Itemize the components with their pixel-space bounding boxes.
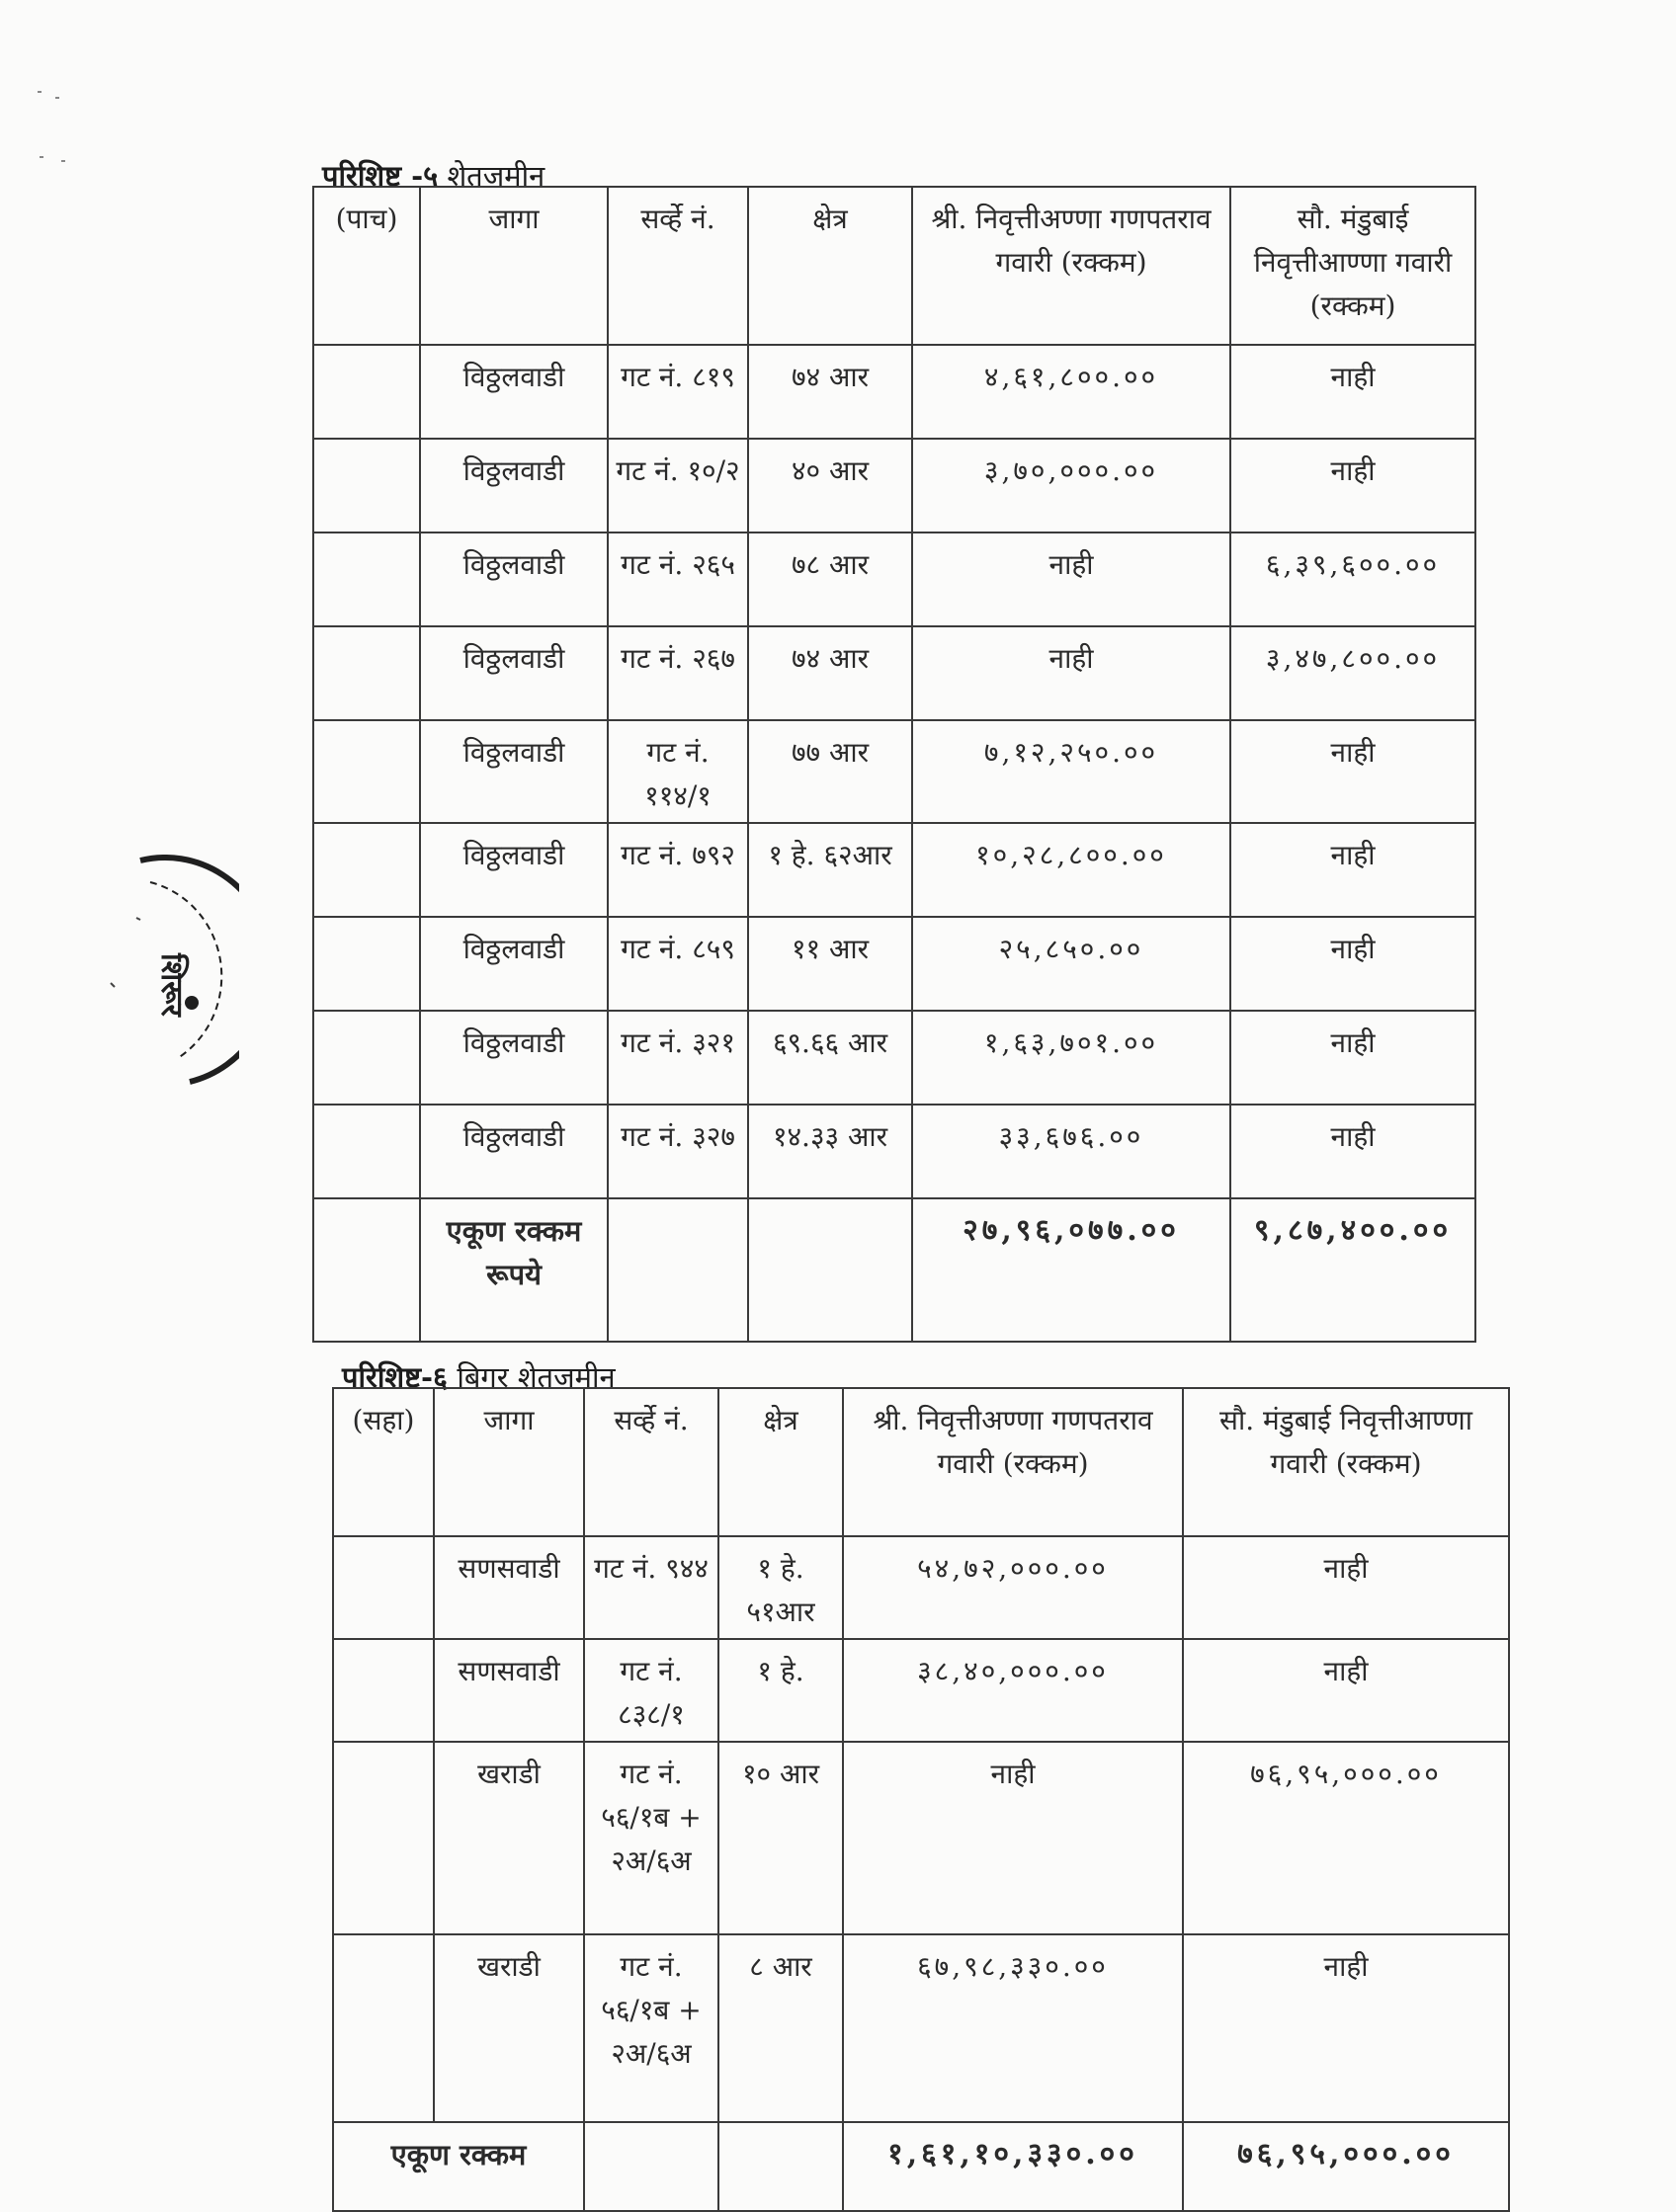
annex5-total-amount2: ९,८७,४००.०० xyxy=(1230,1198,1475,1342)
row-place: सणसवाडी xyxy=(434,1536,584,1639)
row-area: ७४ आर xyxy=(748,345,912,439)
row-area: ६९.६६ आर xyxy=(748,1011,912,1105)
svg-text:शिरूर: शिरूर xyxy=(154,953,189,1017)
table-row xyxy=(313,439,1475,533)
row-amount1: ३३,६७६.०० xyxy=(912,1105,1230,1198)
table-row xyxy=(313,823,1475,917)
row-place: खराडी xyxy=(434,1934,584,2122)
annex5-heading-bold: परिशिष्ट -५ xyxy=(322,159,439,193)
row-amount2: नाही xyxy=(1230,917,1475,1011)
row-amount2: ६,३९,६००.०० xyxy=(1230,533,1475,626)
row-place: विठ्ठलवाडी xyxy=(420,1011,608,1105)
row-amount2: नाही xyxy=(1230,1105,1475,1198)
annex6-heading-bold: परिशिष्ट-६ xyxy=(342,1360,449,1394)
row-area: १ हे. xyxy=(718,1639,843,1742)
row-area: ७४ आर xyxy=(748,626,912,720)
total-empty-cell xyxy=(584,2122,718,2211)
annex5-header-amount2: सौ. मंडुबाई निवृत्तीआण्णा गवारी (रक्कम) xyxy=(1230,187,1475,345)
row-index-cell xyxy=(333,1536,434,1639)
row-survey: गट नं. ३२७ xyxy=(608,1105,748,1198)
scan-speck xyxy=(38,91,42,93)
row-index-cell xyxy=(313,1105,420,1198)
annex5-header-area: क्षेत्र xyxy=(748,187,912,345)
row-place: विठ्ठलवाडी xyxy=(420,823,608,917)
row-index-cell xyxy=(313,345,420,439)
row-survey: गट नं. ८५९ xyxy=(608,917,748,1011)
row-amount1: ३८,४०,०००.०० xyxy=(843,1639,1183,1742)
row-amount2: नाही xyxy=(1230,823,1475,917)
row-place: विठ्ठलवाडी xyxy=(420,720,608,823)
total-index-cell xyxy=(313,1198,420,1342)
annex5-header-index: (पाच) xyxy=(313,187,420,345)
table-row xyxy=(313,345,1475,439)
table-row xyxy=(313,1105,1475,1198)
scan-speck xyxy=(61,160,65,162)
annex6-total-row xyxy=(333,2122,1509,2211)
annex5-header-amount1: श्री. निवृत्तीअण्णा गणपतराव गवारी (रक्कम) xyxy=(912,187,1230,345)
row-index-cell xyxy=(313,439,420,533)
row-index-cell xyxy=(313,626,420,720)
row-survey: गट नं. ११४/१ xyxy=(608,720,748,823)
row-area: १ हे. ५१आर xyxy=(718,1536,843,1639)
row-place: खराडी xyxy=(434,1742,584,1934)
annex6-header-survey: सर्व्हे नं. xyxy=(584,1388,718,1536)
row-place: विठ्ठलवाडी xyxy=(420,439,608,533)
row-area: ४० आर xyxy=(748,439,912,533)
row-index-cell xyxy=(313,720,420,823)
annex6-total-amount2: ७६,९५,०००.०० xyxy=(1183,2122,1509,2211)
annex6-total-amount1: १,६१,१०,३३०.०० xyxy=(843,2122,1183,2211)
annex6-header-amount1: श्री. निवृत्तीअण्णा गणपतराव गवारी (रक्कम) xyxy=(843,1388,1183,1536)
row-area: ११ आर xyxy=(748,917,912,1011)
row-area: ७७ आर xyxy=(748,720,912,823)
total-empty-cell xyxy=(718,2122,843,2211)
annex6-header-amount2: सौ. मंडुबाई निवृत्तीआण्णा गवारी (रक्कम) xyxy=(1183,1388,1509,1536)
annex6-table xyxy=(332,1387,1510,2212)
row-amount1: ५४,७२,०००.०० xyxy=(843,1536,1183,1639)
row-amount2: ७६,९५,०००.०० xyxy=(1183,1742,1509,1934)
row-place: विठ्ठलवाडी xyxy=(420,345,608,439)
row-amount1: १,६३,७०१.०० xyxy=(912,1011,1230,1105)
annex5-header-survey: सर्व्हे नं. xyxy=(608,187,748,345)
row-survey: गट नं. २६५ xyxy=(608,533,748,626)
row-amount1: ६७,९८,३३०.०० xyxy=(843,1934,1183,2122)
annex6-header-area: क्षेत्र xyxy=(718,1388,843,1536)
row-index-cell xyxy=(313,533,420,626)
row-survey: गट नं. ८३८/१ xyxy=(584,1639,718,1742)
row-index-cell xyxy=(333,1639,434,1742)
row-amount2: नाही xyxy=(1183,1934,1509,2122)
annex5-total-amount1: २७,९६,०७७.०० xyxy=(912,1198,1230,1342)
row-survey: गट नं. ९४४ xyxy=(584,1536,718,1639)
row-amount1: ७,१२,२५०.०० xyxy=(912,720,1230,823)
annex6-header-index: (सहा) xyxy=(333,1388,434,1536)
row-place: विठ्ठलवाडी xyxy=(420,626,608,720)
row-area: ७८ आर xyxy=(748,533,912,626)
table-row xyxy=(313,626,1475,720)
annex5-header-place: जागा xyxy=(420,187,608,345)
row-place: सणसवाडी xyxy=(434,1639,584,1742)
annex5-total-label: एकूण रक्कम रूपये xyxy=(420,1198,608,1342)
row-amount2: नाही xyxy=(1230,439,1475,533)
annex5-header-row xyxy=(313,187,1475,345)
table-row xyxy=(313,917,1475,1011)
row-amount2: नाही xyxy=(1183,1639,1509,1742)
row-amount2: नाही xyxy=(1183,1536,1509,1639)
annex6-header-row xyxy=(333,1388,1509,1536)
row-amount1: नाही xyxy=(843,1742,1183,1934)
row-amount1: ३,७०,०००.०० xyxy=(912,439,1230,533)
row-survey: गट नं. १०/२ xyxy=(608,439,748,533)
annex6-total-label: एकूण रक्कम xyxy=(333,2122,584,2211)
annex5-table xyxy=(312,186,1476,1343)
row-area: ८ आर xyxy=(718,1934,843,2122)
table-row xyxy=(313,1011,1475,1105)
table-row xyxy=(313,720,1475,823)
row-survey: गट नं. ३२१ xyxy=(608,1011,748,1105)
row-index-cell xyxy=(313,917,420,1011)
row-survey: गट नं. ८१९ xyxy=(608,345,748,439)
annex6-header-place: जागा xyxy=(434,1388,584,1536)
row-survey: गट नं. ७९२ xyxy=(608,823,748,917)
row-amount2: ३,४७,८००.०० xyxy=(1230,626,1475,720)
annex5-heading-rest: शेतजमीन xyxy=(438,159,545,193)
table-row xyxy=(333,1934,1509,2122)
row-index-cell xyxy=(333,1934,434,2122)
total-empty-cell xyxy=(608,1198,748,1342)
annex6-heading-rest: बिगर शेतजमीन xyxy=(448,1360,616,1394)
row-amount2: नाही xyxy=(1230,720,1475,823)
row-survey: गट नं. ५६/१ब + २अ/६अ xyxy=(584,1742,718,1934)
scan-speck xyxy=(55,97,59,99)
row-area: १४.३३ आर xyxy=(748,1105,912,1198)
row-amount1: २५,८५०.०० xyxy=(912,917,1230,1011)
row-place: विठ्ठलवाडी xyxy=(420,533,608,626)
row-area: १० आर xyxy=(718,1742,843,1934)
scan-speck xyxy=(40,156,43,158)
row-index-cell xyxy=(333,1742,434,1934)
row-index-cell xyxy=(313,1011,420,1105)
row-amount1: नाही xyxy=(912,626,1230,720)
row-amount1: १०,२८,८००.०० xyxy=(912,823,1230,917)
table-row xyxy=(313,533,1475,626)
row-place: विठ्ठलवाडी xyxy=(420,1105,608,1198)
row-survey: गट नं. २६७ xyxy=(608,626,748,720)
row-amount1: ४,६१,८००.०० xyxy=(912,345,1230,439)
table-row xyxy=(333,1742,1509,1934)
row-index-cell xyxy=(313,823,420,917)
seal-stamp-icon xyxy=(81,855,239,1097)
annex5-total-row xyxy=(313,1198,1475,1342)
table-row xyxy=(333,1639,1509,1742)
row-place: विठ्ठलवाडी xyxy=(420,917,608,1011)
row-survey: गट नं. ५६/१ब + २अ/६अ xyxy=(584,1934,718,2122)
total-empty-cell xyxy=(748,1198,912,1342)
table-row xyxy=(333,1536,1509,1639)
row-area: १ हे. ६२आर xyxy=(748,823,912,917)
row-amount1: नाही xyxy=(912,533,1230,626)
row-amount2: नाही xyxy=(1230,1011,1475,1105)
row-amount2: नाही xyxy=(1230,345,1475,439)
